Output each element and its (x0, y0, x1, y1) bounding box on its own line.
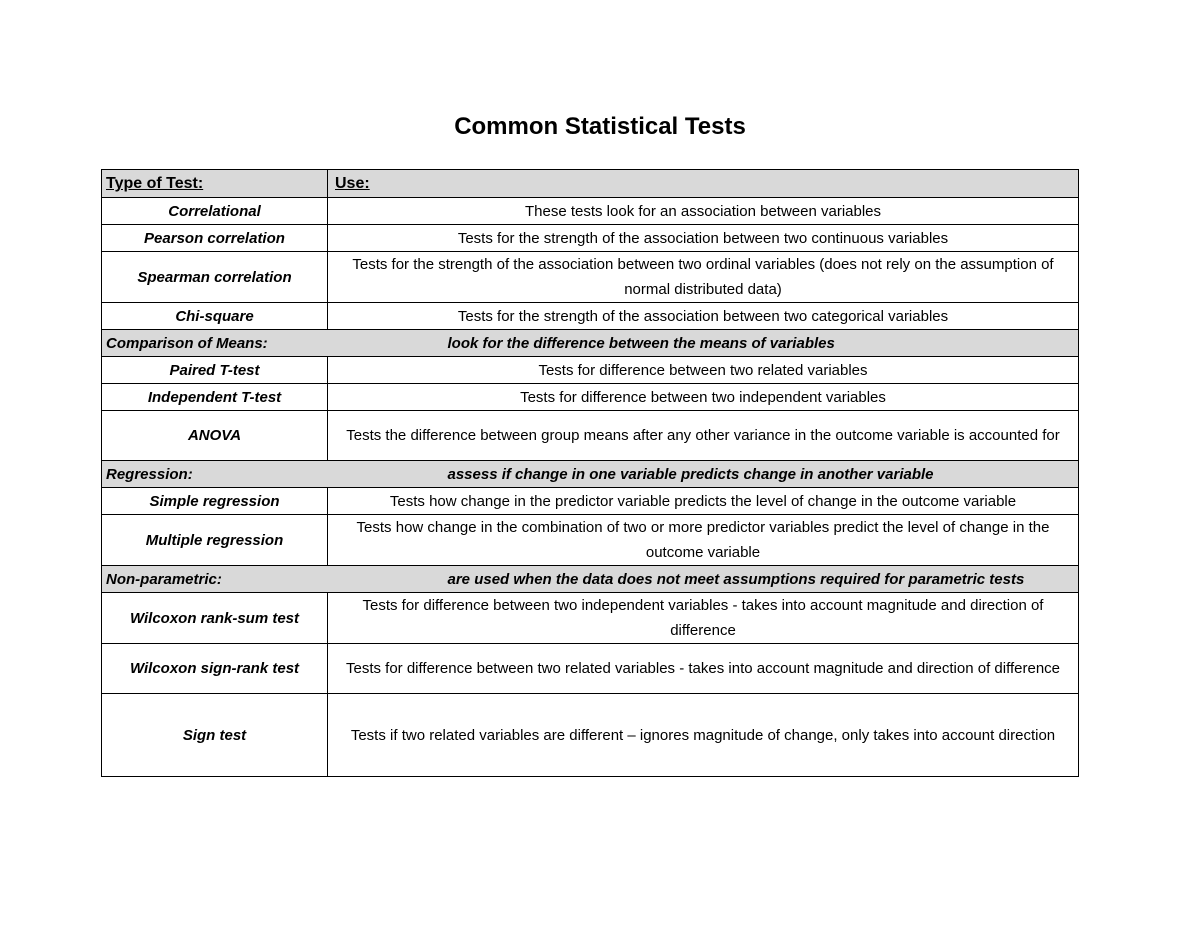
test-name: Sign test (102, 694, 328, 777)
test-use: Tests for difference between two related variables - takes into account magnitude and direction of difference (328, 644, 1079, 694)
test-use: Tests for difference between two independent variables - takes into account magnitude and direction of difference (328, 593, 1079, 644)
table-row (102, 593, 1079, 644)
test-use: These tests look for an association between variables (328, 198, 1079, 225)
test-name: Paired T-test (102, 357, 328, 384)
test-name: ANOVA (102, 411, 328, 461)
section-label: Comparison of Means: (102, 330, 328, 357)
test-use: Tests for the strength of the association between two categorical variables (328, 303, 1079, 330)
use-header: Use: (328, 170, 1079, 198)
test-name: Pearson correlation (102, 225, 328, 252)
table-row (102, 384, 1079, 411)
table-header-row (102, 170, 1079, 198)
test-use: Tests if two related variables are different – ignores magnitude of change, only takes into account direction (328, 694, 1079, 777)
section-description: assess if change in one variable predicts change in another variable (328, 461, 1079, 488)
table-row (102, 515, 1079, 566)
table-row (102, 252, 1079, 303)
test-name: Wilcoxon rank-sum test (102, 593, 328, 644)
section-label: Regression: (102, 461, 328, 488)
table-row (102, 357, 1079, 384)
test-name: Multiple regression (102, 515, 328, 566)
section-label: Non-parametric: (102, 566, 328, 593)
test-name: Independent T-test (102, 384, 328, 411)
table-row (102, 644, 1079, 694)
section-row (102, 461, 1079, 488)
statistical-tests-table (101, 169, 1079, 777)
test-name: Correlational (102, 198, 328, 225)
test-use: Tests how change in the predictor variable predicts the level of change in the outcome variable (328, 488, 1079, 515)
test-name: Simple regression (102, 488, 328, 515)
table-row (102, 411, 1079, 461)
section-row (102, 330, 1079, 357)
test-use: Tests for difference between two related variables (328, 357, 1079, 384)
table-row (102, 488, 1079, 515)
table-row (102, 303, 1079, 330)
type-of-test-header: Type of Test: (102, 170, 328, 198)
test-name: Spearman correlation (102, 252, 328, 303)
table-row (102, 225, 1079, 252)
test-use: Tests for the strength of the association between two ordinal variables (does not rely on the assumption of normal distributed data) (328, 252, 1079, 303)
section-description: look for the difference between the means of variables (328, 330, 1079, 357)
test-use: Tests the difference between group means after any other variance in the outcome variable is accounted for (328, 411, 1079, 461)
test-use: Tests how change in the combination of two or more predictor variables predict the level of change in the outcome variable (328, 515, 1079, 566)
test-use: Tests for the strength of the association between two continuous variables (328, 225, 1079, 252)
test-name: Wilcoxon sign-rank test (102, 644, 328, 694)
section-description: are used when the data does not meet assumptions required for parametric tests (328, 566, 1079, 593)
section-row (102, 566, 1079, 593)
test-name: Chi-square (102, 303, 328, 330)
table-row (102, 694, 1079, 777)
page-title: Common Statistical Tests (454, 113, 746, 140)
test-use: Tests for difference between two independent variables (328, 384, 1079, 411)
table-row (102, 198, 1079, 225)
